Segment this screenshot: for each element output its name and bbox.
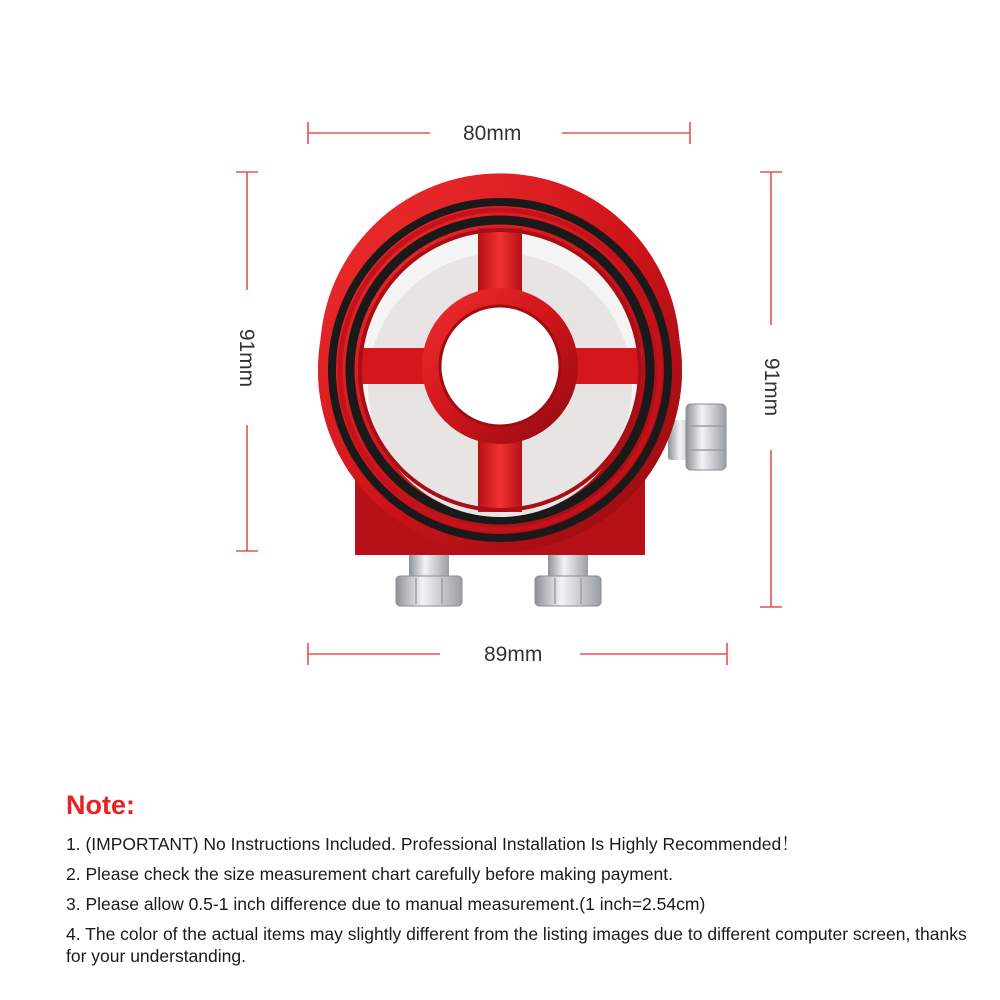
- side-bolt-icon: [668, 404, 726, 470]
- bottom-width-label: 89mm: [484, 643, 543, 666]
- left-height-label: 91mm: [235, 328, 259, 388]
- notes-title: Note:: [66, 790, 135, 820]
- right-height-label: 91mm: [760, 357, 784, 417]
- note-item-4: 4. The color of the actual items may slightly different from the listing images due to different computer screen, thanks for your understanding.: [66, 924, 967, 966]
- note-item-3: 3. Please allow 0.5-1 inch difference due to manual measurement.(1 inch=2.54cm): [66, 894, 706, 914]
- oil-filter-sandwich-adapter-icon: [318, 173, 726, 606]
- note-item-2: 2. Please check the size measurement chart carefully before making payment.: [66, 864, 673, 884]
- top-width-label: 80mm: [463, 122, 522, 145]
- notes-section: [66, 790, 976, 975]
- note-item-1: 1. (IMPORTANT) No Instructions Included. Professional Installation Is Highly Recommended！: [66, 834, 799, 854]
